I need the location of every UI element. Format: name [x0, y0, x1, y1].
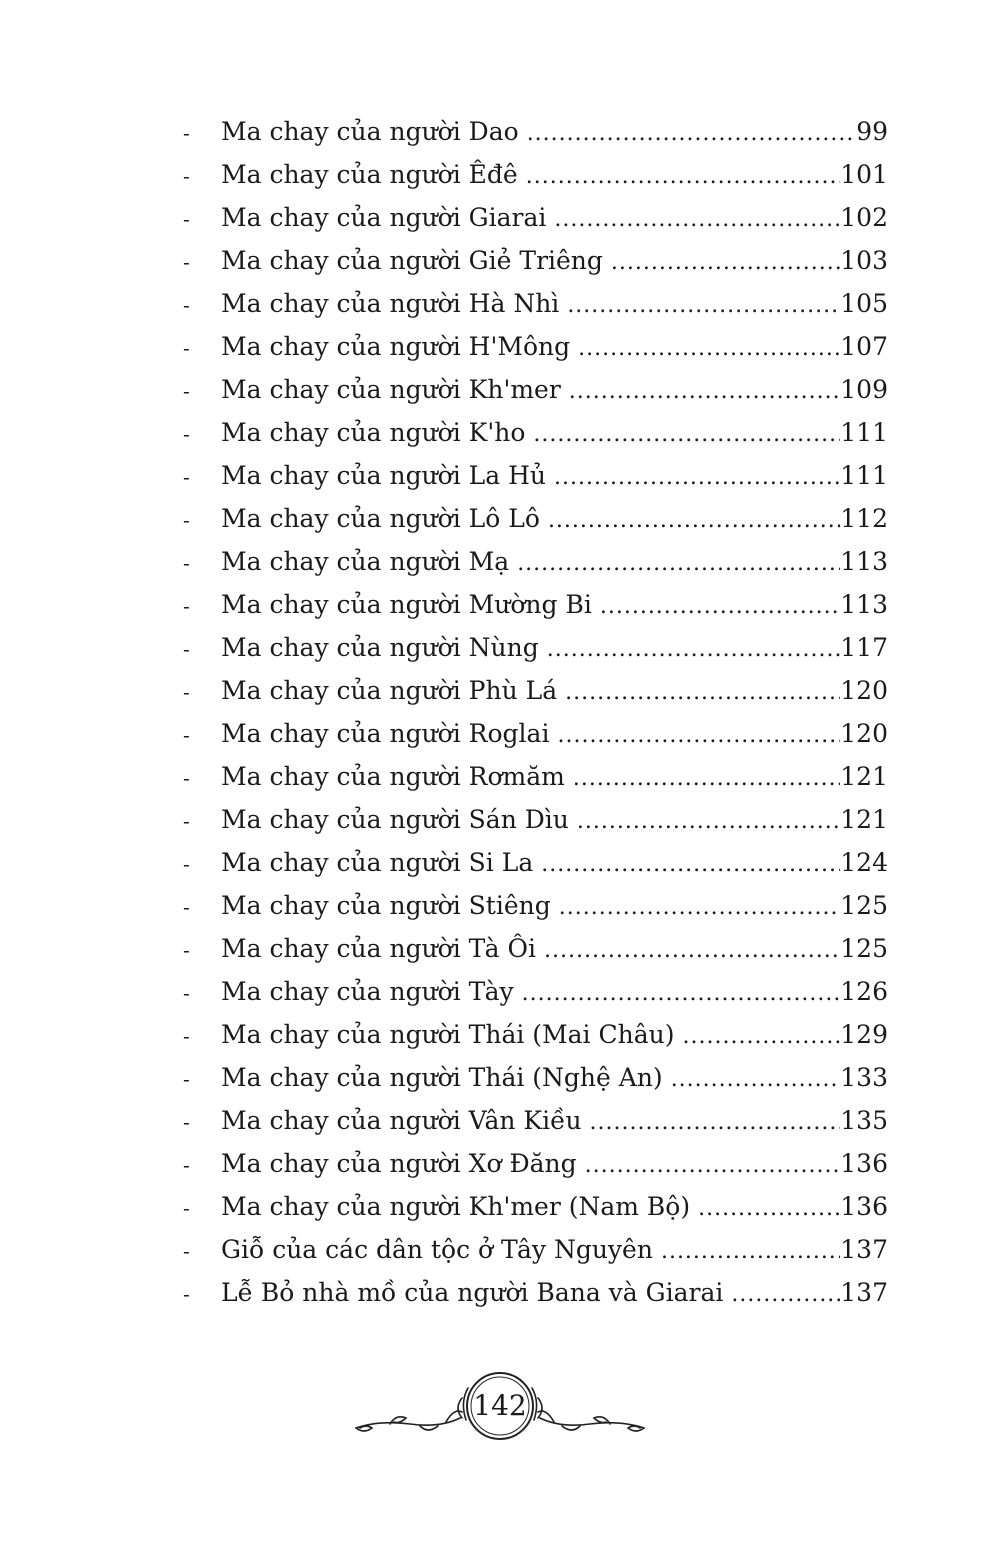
toc-entry-title: Ma chay của người Nùng: [221, 633, 539, 662]
toc-entry-title: Giỗ của các dân tộc ở Tây Nguyên: [221, 1235, 653, 1264]
toc-entry: [183, 712, 888, 755]
toc-bullet: -: [183, 594, 190, 618]
toc-entry-page: 121: [840, 762, 888, 791]
toc-dot-leader: [567, 284, 840, 327]
toc-entry: [183, 970, 888, 1013]
toc-entry: [183, 196, 888, 239]
toc-entry: [183, 1056, 888, 1099]
toc-dot-leader: [671, 1058, 841, 1101]
toc-dot-leader: [544, 929, 840, 972]
toc-bullet: -: [183, 1110, 190, 1134]
toc-dot-leader: [517, 542, 840, 585]
toc-entry-page: 136: [840, 1149, 888, 1178]
toc-dot-leader: [559, 886, 841, 929]
toc-entry-page: 125: [840, 891, 888, 920]
toc-entry-page: 120: [840, 719, 888, 748]
toc-entry-title: Ma chay của người Roglai: [221, 719, 550, 748]
toc-entry-title: Ma chay của người Dao: [221, 117, 519, 146]
toc-bullet: -: [183, 121, 190, 145]
toc-entry-title: Ma chay của người Giẻ Triêng: [221, 246, 603, 275]
toc-entry-page: 117: [840, 633, 888, 662]
table-of-contents: [183, 110, 888, 1314]
toc-bullet: -: [183, 293, 190, 317]
toc-entry-title: Ma chay của người Thái (Mai Châu): [221, 1020, 675, 1049]
toc-bullet: -: [183, 766, 190, 790]
toc-bullet: -: [183, 852, 190, 876]
toc-dot-leader: [577, 800, 840, 843]
toc-entry: [183, 583, 888, 626]
toc-entry-page: 105: [840, 289, 888, 318]
toc-dot-leader: [548, 499, 840, 542]
toc-entry-page: 101: [840, 160, 888, 189]
toc-dot-leader: [527, 112, 857, 155]
toc-entry-page: 111: [840, 461, 888, 490]
toc-bullet: -: [183, 1196, 190, 1220]
toc-dot-leader: [533, 413, 840, 456]
toc-bullet: -: [183, 508, 190, 532]
toc-entry: [183, 755, 888, 798]
toc-bullet: -: [183, 680, 190, 704]
toc-bullet: -: [183, 938, 190, 962]
toc-bullet: -: [183, 1239, 190, 1263]
toc-dot-leader: [565, 671, 840, 714]
toc-bullet: -: [183, 551, 190, 575]
toc-entry: [183, 1142, 888, 1185]
toc-entry: [183, 110, 888, 153]
toc-entry-title: Ma chay của người Rơmăm: [221, 762, 565, 791]
toc-entry-page: 99: [856, 117, 888, 146]
toc-entry-page: 135: [840, 1106, 888, 1135]
toc-bullet: -: [183, 1153, 190, 1177]
toc-entry: [183, 325, 888, 368]
toc-entry: [183, 798, 888, 841]
toc-bullet: -: [183, 465, 190, 489]
toc-entry: [183, 1099, 888, 1142]
toc-bullet: -: [183, 164, 190, 188]
toc-entry: [183, 1271, 888, 1314]
toc-entry: [183, 1013, 888, 1056]
toc-entry-title: Ma chay của người Êđê: [221, 160, 518, 189]
toc-dot-leader: [731, 1273, 840, 1316]
toc-entry-title: Ma chay của người Thái (Nghệ An): [221, 1063, 663, 1092]
toc-bullet: -: [183, 895, 190, 919]
toc-bullet: -: [183, 207, 190, 231]
toc-dot-leader: [526, 155, 841, 198]
toc-entry: [183, 540, 888, 583]
toc-bullet: -: [183, 809, 190, 833]
toc-entry-title: Ma chay của người Vân Kiều: [221, 1106, 582, 1135]
toc-entry: [183, 411, 888, 454]
toc-entry-page: 137: [840, 1278, 888, 1307]
toc-dot-leader: [569, 370, 840, 413]
toc-bullet: -: [183, 1067, 190, 1091]
toc-entry-title: Ma chay của người H'Mông: [221, 332, 571, 361]
toc-bullet: -: [183, 637, 190, 661]
toc-dot-leader: [661, 1230, 840, 1273]
toc-entry-title: Ma chay của người Hà Nhì: [221, 289, 560, 318]
toc-entry: [183, 454, 888, 497]
toc-entry-title: Ma chay của người Sán Dìu: [221, 805, 569, 834]
toc-entry-title: Ma chay của người Lô Lô: [221, 504, 540, 533]
toc-bullet: -: [183, 981, 190, 1005]
toc-entry: [183, 884, 888, 927]
toc-dot-leader: [590, 1101, 841, 1144]
toc-entry-page: 113: [840, 590, 888, 619]
toc-bullet: -: [183, 336, 190, 360]
page-number: 142: [473, 1389, 527, 1422]
toc-entry-page: 109: [840, 375, 888, 404]
toc-dot-leader: [522, 972, 841, 1015]
toc-dot-leader: [554, 198, 840, 241]
toc-entry: [183, 497, 888, 540]
toc-bullet: -: [183, 1282, 190, 1306]
toc-entry-page: 120: [840, 676, 888, 705]
toc-entry-page: 121: [840, 805, 888, 834]
toc-dot-leader: [683, 1015, 841, 1058]
toc-entry-page: 136: [840, 1192, 888, 1221]
toc-bullet: -: [183, 1024, 190, 1048]
toc-entry-page: 102: [840, 203, 888, 232]
toc-dot-leader: [585, 1144, 841, 1187]
toc-entry: [183, 1228, 888, 1271]
toc-entry-title: Ma chay của người Kh'mer: [221, 375, 561, 404]
toc-entry-page: 112: [840, 504, 888, 533]
toc-entry: [183, 239, 888, 282]
toc-bullet: -: [183, 250, 190, 274]
toc-entry: [183, 153, 888, 196]
toc-entry: [183, 282, 888, 325]
toc-entry-page: 124: [840, 848, 888, 877]
toc-entry-title: Ma chay của người La Hủ: [221, 461, 547, 490]
toc-entry: [183, 368, 888, 411]
toc-bullet: -: [183, 422, 190, 446]
toc-entry-title: Ma chay của người Si La: [221, 848, 534, 877]
toc-entry-title: Ma chay của người Xơ Đăng: [221, 1149, 577, 1178]
toc-entry: [183, 841, 888, 884]
toc-dot-leader: [578, 327, 840, 370]
page-footer: [350, 1368, 650, 1448]
toc-entry-title: Ma chay của người Tà Ôi: [221, 934, 536, 963]
toc-entry-page: 133: [840, 1063, 888, 1092]
toc-dot-leader: [541, 843, 840, 886]
toc-dot-leader: [600, 585, 840, 628]
toc-dot-leader: [554, 456, 840, 499]
toc-entry-title: Ma chay của người Mạ: [221, 547, 510, 576]
toc-bullet: -: [183, 379, 190, 403]
toc-entry-page: 125: [840, 934, 888, 963]
toc-entry-title: Lễ Bỏ nhà mồ của người Bana và Giarai: [221, 1278, 724, 1307]
toc-entry-page: 113: [840, 547, 888, 576]
toc-dot-leader: [547, 628, 841, 671]
toc-entry-page: 129: [840, 1020, 888, 1049]
toc-dot-leader: [611, 241, 840, 284]
toc-dot-leader: [573, 757, 840, 800]
toc-entry-title: Ma chay của người K'ho: [221, 418, 526, 447]
toc-entry-title: Ma chay của người Tày: [221, 977, 514, 1006]
toc-entry-page: 111: [840, 418, 888, 447]
toc-entry-page: 103: [840, 246, 888, 275]
toc-entry-page: 107: [840, 332, 888, 361]
toc-entry-page: 126: [840, 977, 888, 1006]
toc-entry-title: Ma chay của người Kh'mer (Nam Bộ): [221, 1192, 691, 1221]
toc-entry-title: Ma chay của người Mường Bi: [221, 590, 592, 619]
toc-entry: [183, 927, 888, 970]
toc-entry: [183, 1185, 888, 1228]
toc-entry-title: Ma chay của người Stiêng: [221, 891, 551, 920]
toc-entry-page: 137: [840, 1235, 888, 1264]
toc-entry-title: Ma chay của người Giarai: [221, 203, 547, 232]
toc-entry: [183, 626, 888, 669]
toc-entry-title: Ma chay của người Phù Lá: [221, 676, 558, 705]
toc-entry: [183, 669, 888, 712]
toc-dot-leader: [557, 714, 840, 757]
toc-dot-leader: [698, 1187, 840, 1230]
toc-bullet: -: [183, 723, 190, 747]
